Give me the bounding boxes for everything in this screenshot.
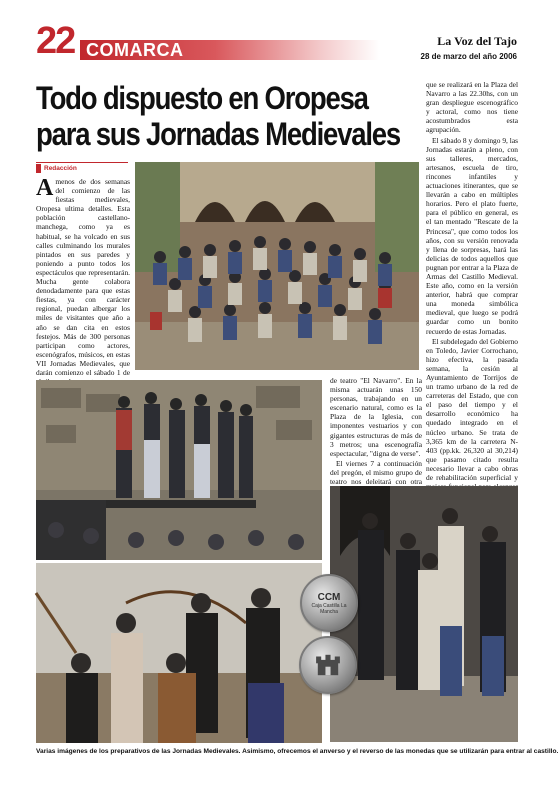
- section-label: COMARCA: [86, 40, 184, 60]
- coin-obverse: [300, 574, 358, 632]
- townspeople-photo: [330, 486, 518, 742]
- headline-line-1: Todo dispuesto en Oropesa: [36, 80, 368, 116]
- byline-text: Redacción: [44, 165, 77, 172]
- article-column-1: [36, 177, 130, 377]
- photo-caption: Varias imágenes de los preparativos de las Jornadas Medievales. Asimismo, ofrecemos el anverso y el reverso de las monedas que se utilizarán para entrar al castillo.: [36, 748, 558, 755]
- coin-obverse-text: CCM: [317, 591, 341, 603]
- article-column-3: [426, 80, 518, 483]
- column-3-paragraph-3: El subdelegado del Gobierno en Toledo, Javier Corrochano, hizo efectiva, la pasada semana, la cesión al Ayuntamiento de Torrijos de un tramo urbano de la red de carreteras del Estado, que con el paso del tiempo y el desarrollo económico ha quedado integrado en el núcleo urbano. Se trata de 3,365 km de la carretera N-403 (pp.kk. 26,320 al 30,214) que pasamo citado resulta necesario llevar a cabo obras de rehabilitación superficial y: [426, 336, 518, 483]
- headline-line-2: para sus Jornadas Medievales: [36, 116, 401, 152]
- headline: [36, 80, 401, 152]
- coin-obverse-subtext: Caja Castilla La Mancha: [311, 602, 347, 615]
- column-1-text: menos de dos semanas del comienzo de las fiestas medievales, Oropesa ultima detalles. Esta población castellano-manchega, como ya es habitual, se ha volcado en sus calles culminando los murales pintados en sus paredes y poniendo a punto todos los espectáculos que representarán. Mucha gente colabora denodadamente para que estas fiestas, ya con carácter regional, puedan albergar los miles de visitantes que año a año se dan cita en estos festejos. Más de 300 personas participan como actores, escenógrafos, músicos, en estas VII Jornadas Medievales, que darán comienzo el sábado 1 de: [36, 177, 130, 377]
- drop-cap: A: [36, 175, 54, 201]
- column-3-paragraph-2: El sábado 8 y domingo 9, las Jornadas estarán a pleno, con sus talleres, mercados, artesanos, escuela de tiro, rincones infantiles y actuaciones itinerantes, que se llevarán a cabo en múltiples horarios. Pero el plato fuerte, para el público en general, es el tan mentado "Rescate de la Princesa", que como todos los años, con su versión renovada y llena de sorpresas, hará las delicias de todos aquellos que pugnan por entrar a la Plaza de Armas del Castillo Medieval. Este año, como en la versión anterior, habrá que comprar una moneda simbólica medieval, que luego se podrá guardar como un bonito recuerdo de estas Jornadas.: [426, 135, 518, 336]
- byline: [36, 162, 128, 173]
- issue-date: 28 de marzo del año 2006: [420, 52, 517, 61]
- coin-reverse: [299, 636, 357, 694]
- column-2-paragraph-2: El viernes 7 a continuación del pregón, el mismo grupo de teatro nos deleitará con otra: [330, 458, 422, 487]
- byline-marker: [36, 164, 41, 173]
- column-2-paragraph-1: de teatro "El Navarro". En la misma actuarán unas 150 personas, trabajando en un escenario natural, como es la Plaza de la Iglesia, con imponentes vestuarios y con gigantes estructuras de más de 3 metros; una escenografía espectacular, "digna de verse".: [330, 376, 422, 458]
- article-column-2: [330, 376, 422, 486]
- newspaper-name: La Voz del Tajo: [437, 34, 517, 48]
- stage-rehearsal-photo: [36, 380, 322, 560]
- column-3-paragraph-1: que se realizará en la Plaza del Navarro a las 22.30hs, con un gran despliegue escenográfico y actoral, como nos tiene acostumbrados esta agrupación.: [426, 80, 518, 135]
- page-number: 22: [36, 20, 75, 62]
- archery-photo: [36, 563, 322, 743]
- castle-emblem-icon: [311, 648, 345, 682]
- group-photo: [135, 162, 419, 370]
